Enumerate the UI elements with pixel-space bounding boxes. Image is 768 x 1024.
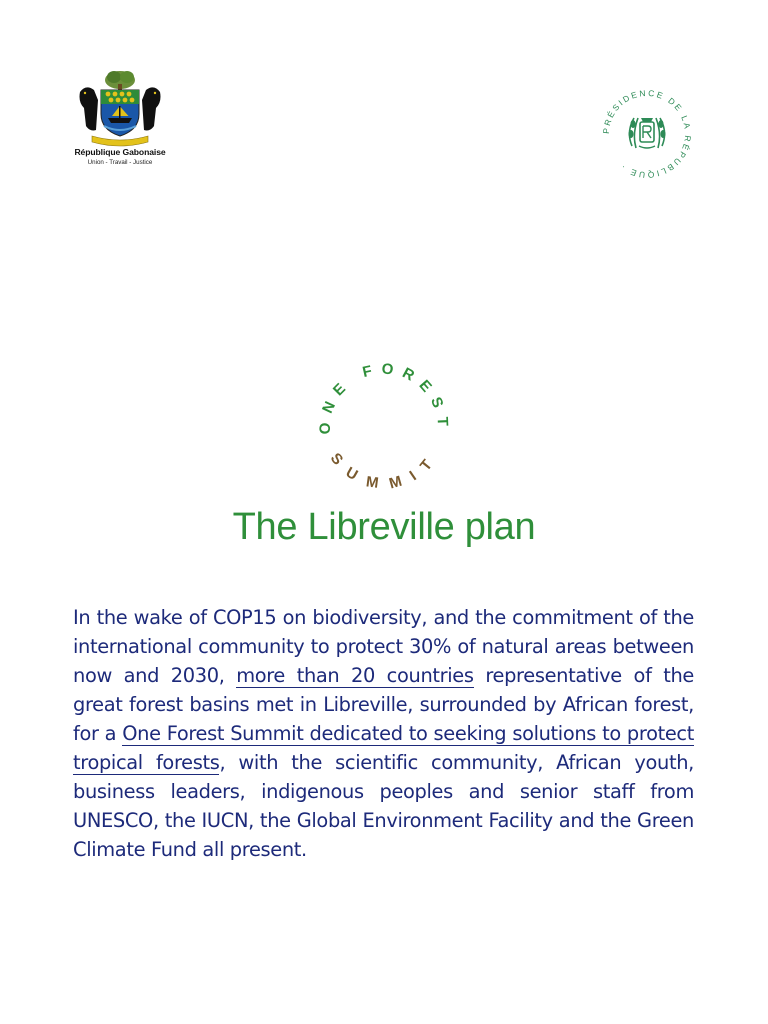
paragraph-text: representative of the great forest basins met in Libreville, surrounded by African forest, for a [73,664,694,745]
one-forest-summit-logo-icon [304,348,464,498]
paragraph-text: , with the scientific community, African youth, business leaders, indigenous peoples and senior staff from UNESCO, the IUCN, the Global Environment Facility and the Green Climate Fund all present. [73,751,694,861]
logo-top-word: ONE FOREST [316,360,452,435]
paragraph-text: In the wake of COP15 on biodiversity, and the commitment of the international community to protect 30% of natural areas between now and 2030, [73,606,694,687]
gabon-coat-of-arms-icon [70,68,170,148]
gabon-emblem [70,68,170,172]
presidency-seal [597,84,697,184]
one-forest-summit-logo [304,348,464,498]
intro-paragraph [73,603,694,864]
gabon-republic-name: République Gabonaise [74,147,166,157]
gabon-motto: Union - Travail - Justice [87,159,153,166]
presidency-seal-icon [597,84,697,184]
page-title: The Libreville plan [232,506,536,548]
one-forest-summit-link[interactable]: One Forest Summit dedicated to seeking solutions to protect tropical forests [73,722,694,774]
logo-bottom-word: SUMMIT [326,449,442,493]
seal-text: PRÉSIDENCE DE LA RÉPUBLIQUE · [600,87,694,181]
countries-link[interactable]: more than 20 countries [236,664,474,687]
